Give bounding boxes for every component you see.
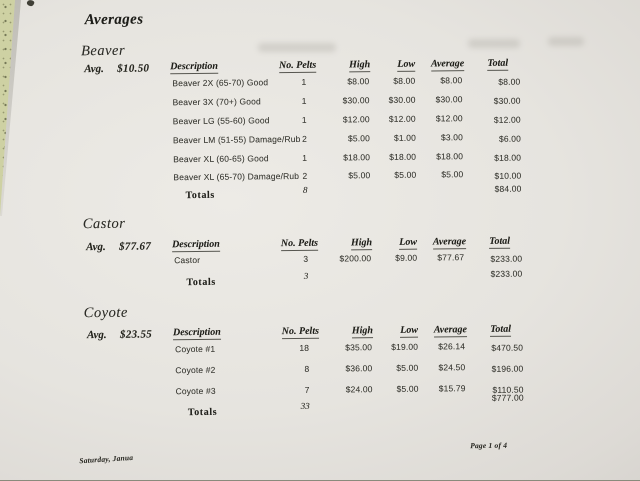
cell-total: $8.00: [498, 76, 521, 87]
cell-total: $6.00: [498, 133, 522, 144]
cell-high: $12.00: [342, 114, 370, 125]
totals-pelts: 8: [302, 184, 308, 195]
cell-description: Beaver 3X (70+) Good: [172, 96, 261, 108]
cell-pelts: 1: [302, 152, 308, 163]
footer-date: Saturday, Janua: [79, 452, 134, 466]
column-header-description: Description: [170, 60, 219, 73]
table-row: [1, 360, 640, 379]
avg-value: $10.50: [117, 62, 150, 75]
totals-label: Totals: [185, 189, 215, 202]
table-row: [1, 339, 640, 358]
section-title-castor: Castor: [82, 215, 126, 233]
cell-pelts: 7: [304, 384, 310, 395]
cell-description: Castor: [174, 254, 201, 266]
cell-average: $77.67: [437, 252, 465, 263]
table-row: [0, 111, 639, 130]
cell-total: $196.00: [491, 363, 524, 374]
table-row: [0, 130, 639, 149]
avg-label: Avg.: [84, 62, 104, 76]
cell-description: Beaver LM (51-55) Damage/Rub: [172, 133, 301, 146]
totals-amount: $777.00: [491, 392, 524, 403]
column-header-total: Total: [490, 323, 512, 335]
cell-low: $5.00: [396, 383, 419, 394]
cell-total: $18.00: [494, 152, 522, 163]
cell-total: $10.00: [494, 170, 522, 181]
table-row: [2, 381, 640, 400]
cell-average: $3.00: [440, 132, 463, 143]
table-row: [0, 73, 638, 92]
totals-amount: $84.00: [494, 183, 522, 194]
cell-high: $30.00: [342, 95, 370, 106]
cell-total: $30.00: [493, 95, 521, 106]
cell-pelts: 1: [301, 76, 307, 87]
totals-amount: $233.00: [490, 268, 523, 279]
table-row: [0, 167, 639, 186]
cell-description: Beaver XL (60-65) Good: [173, 153, 269, 165]
column-header-average: Average: [430, 58, 465, 70]
cell-description: Beaver XL (65-70) Damage/Rub: [173, 170, 300, 183]
column-header-low: Low: [397, 58, 416, 70]
cell-description: Coyote #2: [175, 364, 216, 376]
cell-pelts: 3: [303, 253, 309, 264]
cell-average: $5.00: [441, 169, 464, 180]
cell-pelts: 8: [304, 363, 310, 374]
column-header-high: High: [348, 59, 371, 71]
cell-low: $9.00: [395, 252, 418, 263]
avg-label: Avg.: [86, 240, 106, 254]
section-title-beaver: Beaver: [80, 42, 126, 60]
cell-low: $30.00: [388, 94, 416, 105]
cell-average: $8.00: [440, 75, 463, 86]
cell-description: Beaver LG (55-60) Good: [172, 115, 270, 127]
totals-pelts: 3: [303, 270, 309, 281]
cell-average: $12.00: [435, 113, 463, 124]
table-row: [0, 92, 639, 111]
cell-high: $200.00: [339, 253, 372, 264]
column-header-total: Total: [487, 57, 509, 69]
cell-high: $35.00: [345, 342, 373, 353]
cell-description: Coyote #3: [175, 385, 216, 397]
cell-description: Coyote #1: [175, 343, 216, 355]
column-header-high: High: [351, 325, 374, 337]
cell-pelts: 1: [301, 95, 307, 106]
cell-total: $12.00: [493, 114, 521, 125]
column-header-pelts: No. Pelts: [278, 59, 317, 72]
table-row: [0, 149, 639, 168]
cell-average: $24.50: [438, 362, 466, 373]
column-header-pelts: No. Pelts: [281, 325, 320, 338]
avg-value: $77.67: [119, 240, 152, 253]
totals-label: Totals: [187, 406, 218, 419]
cell-low: $5.00: [394, 169, 417, 180]
cell-high: $18.00: [343, 152, 371, 163]
cell-average: $18.00: [436, 151, 464, 162]
cell-high: $36.00: [345, 363, 373, 374]
cell-pelts: 1: [301, 114, 307, 125]
page-title: Averages: [84, 11, 144, 29]
cell-description: Beaver 2X (65-70) Good: [172, 77, 269, 89]
column-header-pelts: No. Pelts: [280, 237, 319, 250]
avg-value: $23.55: [119, 328, 153, 341]
cell-average: $15.79: [438, 383, 466, 394]
cell-low: $12.00: [388, 113, 416, 124]
column-header-low: Low: [400, 324, 419, 336]
cell-low: $19.00: [391, 341, 419, 352]
totals-pelts: 33: [300, 400, 310, 411]
cell-low: $8.00: [393, 75, 416, 86]
cell-low: $1.00: [393, 132, 416, 143]
cell-low: $5.00: [396, 362, 419, 373]
totals-label: Totals: [186, 276, 216, 289]
cell-average: $30.00: [435, 94, 463, 105]
cell-total: $233.00: [490, 253, 523, 264]
column-header-low: Low: [399, 236, 418, 248]
cell-high: $24.00: [345, 384, 373, 395]
cell-average: $26.14: [438, 341, 466, 352]
cell-pelts: 2: [302, 133, 308, 144]
column-header-description: Description: [172, 326, 221, 339]
cell-pelts: 18: [299, 342, 310, 353]
column-header-average: Average: [433, 324, 468, 336]
cell-high: $5.00: [348, 170, 371, 181]
page-number: Page 1 of 4: [470, 440, 508, 451]
cell-high: $8.00: [347, 76, 370, 87]
cell-low: $18.00: [389, 151, 417, 162]
cell-high: $5.00: [347, 133, 371, 144]
cell-pelts: 2: [302, 170, 308, 181]
cell-total: $470.50: [491, 342, 524, 353]
column-header-high: High: [350, 237, 373, 249]
column-header-total: Total: [489, 235, 511, 247]
section-title-coyote: Coyote: [83, 304, 128, 322]
avg-label: Avg.: [86, 328, 107, 342]
cell-total: $110.50: [492, 384, 524, 395]
column-header-average: Average: [432, 236, 467, 248]
column-header-description: Description: [171, 238, 220, 251]
